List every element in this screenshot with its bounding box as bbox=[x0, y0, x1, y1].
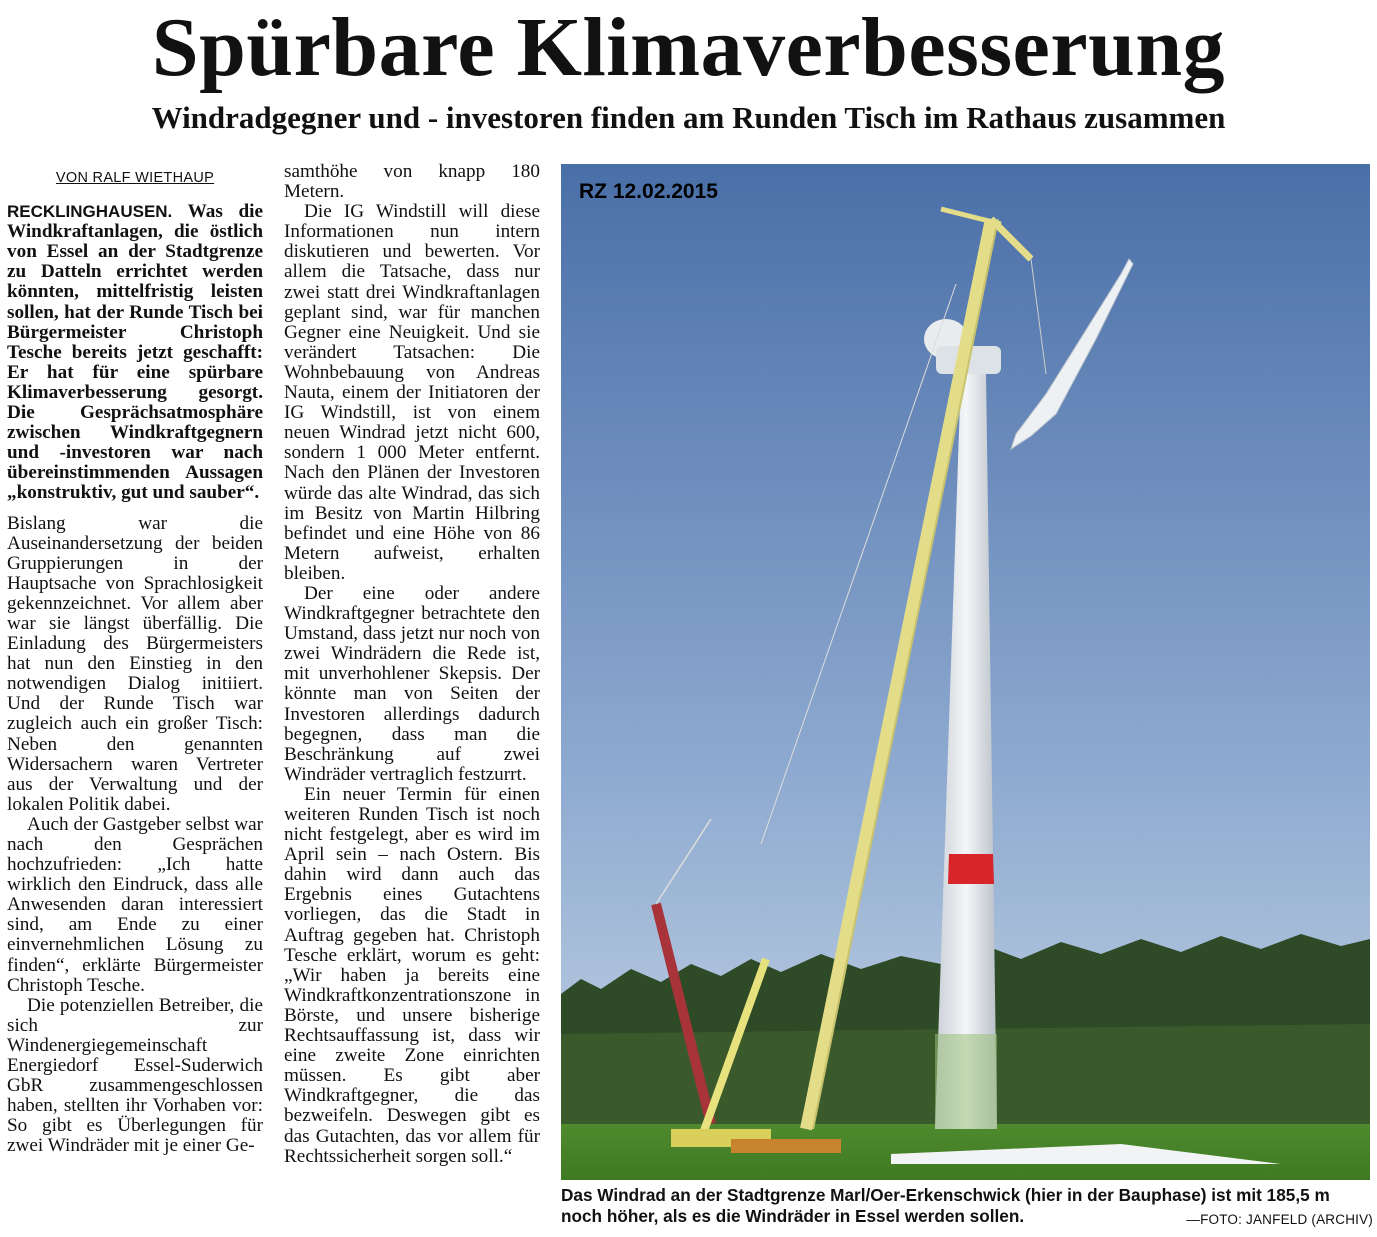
body-paragraph: Auch der Gastgeber selbst war nach den Gesprächen hochzufrieden: „Ich hatte wirklich den Eindruck, dass alle Anwesenden daran interessiert sind, am Ende zu einer einvernehmlichen Lösung zu finden“, erklärte Bürgermeister Christoph Tesche. bbox=[7, 813, 263, 996]
article-column-2 bbox=[284, 162, 540, 1167]
body-paragraph: Die potenziellen Betreiber, die sich zur Windenergiegemeinschaft Energiedorf Essel-Suderwich GbR zusammengeschlossen haben, stellten ihr Vorhaben vor: So gibt es Überlegungen für zwei Windräder mit je einer Ge- bbox=[7, 994, 263, 1157]
photo-date-stamp: RZ 12.02.2015 bbox=[579, 180, 718, 203]
body-paragraph: Der eine oder andere Windkraftgegner betrachtete den Umstand, dass jetzt nur noch von zwei Windrädern die Rede ist, mit unverhohlener Skepsis. Der könnte man von Seiten der Investoren allerdings dadurch begegnen, dass man die Beschränkung auf zwei Windräder vertraglich festzurrt. bbox=[284, 582, 540, 785]
dateline: RECKLINGHAUSEN. bbox=[7, 202, 173, 222]
photo-credit: —FOTO: JANFELD (ARCHIV) bbox=[1186, 1212, 1373, 1227]
lead-text: Was die Windkraftanlagen, die östlich von Essel an der Stadtgrenze zu Datteln errichtet werden könnten, mittelfristig leisten sollen, hat der Runde Tisch bei Bürgermeister Christoph Tesche bereits jetzt geschafft: Er hat für eine spürbare Klimaverbesserung gesorgt. Die Gesprächsatmosphäre zwischen Windkraftgegnern und -investoren war nach übereinstimmenden Aussagen „konstruktiv, gut und sauber“. bbox=[7, 201, 263, 504]
wind-turbine-photo bbox=[561, 164, 1370, 1180]
headline: Spürbare Klimaverbesserung bbox=[151, 1, 1226, 94]
body-paragraph: samthöhe von knapp 180 Metern. bbox=[284, 161, 540, 203]
lead-paragraph bbox=[7, 202, 263, 503]
body-paragraph: Die IG Windstill will diese Informationen nun intern diskutieren und bewerten. Vor allem die Tatsache, dass nur zwei statt drei Windkraftanlagen geplant sind, war für manchen Gegner eine Neuigkeit. Und sie verändert Tatsachen: Die Wohnbebauung von Andreas Nauta, einem der Initiatoren der IG Windstill, ist von einem neuen Windrad jetzt nicht 600, sondern 1 000 Meter entfernt. Nach den Plänen der Investoren würde das alte Windrad, das sich im Besitz von Martin Hilbring befindet und eine Höhe von 86 Metern aufweist, erhalten bleiben. bbox=[284, 201, 540, 584]
subheadline: Windradgegner und - investoren finden am Runden Tisch im Rathaus zusammen bbox=[151, 100, 1226, 135]
byline: VON RALF WIETHAUP bbox=[55, 170, 215, 186]
body-paragraph: Bislang war die Auseinandersetzung der beiden Gruppierungen in der Hauptsache von Sprachlosigkeit gekennzeichnet. Vor allem aber war sie längst überfällig. Die Einladung des Bürgermeisters hat nun den Einstieg in den notwendigen Dialog initiiert. Und der Runde Tisch war zugleich auch ein großer Tisch: Neben den genannten Widersachern waren Vertreter aus der Verwaltung und der lokalen Politik dabei. bbox=[7, 512, 263, 815]
article-column-1 bbox=[7, 162, 263, 1157]
photo-caption bbox=[561, 1185, 1373, 1230]
body-paragraph: Ein neuer Termin für einen weiteren Runden Tisch ist noch nicht festgelegt, aber es wird im April sein – nach Ostern. Bis dahin wird dann auch das Ergebnis eines Gutachtens vorliegen, das die Stadt in Auftrag gegeben hat. Christoph Tesche erklärt, worum es geht: „Wir haben ja bereits eine Windkraftkonzentrationszone in Börste, und unsere bisherige Rechtsauffassung ist, dass wir eine zweite Zone einrichten müssen. Es gibt aber Windkraftgegner, die das bezweifeln. Deswegen gibt es das Gutachten, das vor allem für Rechtssicherheit sorgen soll.“ bbox=[284, 783, 540, 1167]
caption-text: Das Windrad an der Stadtgrenze Marl/Oer-Erkenschwick (hier in der Bauphase) ist mit 185,5 m noch höher, als es die Windräder in Essel werden sollen. bbox=[561, 1185, 1330, 1226]
